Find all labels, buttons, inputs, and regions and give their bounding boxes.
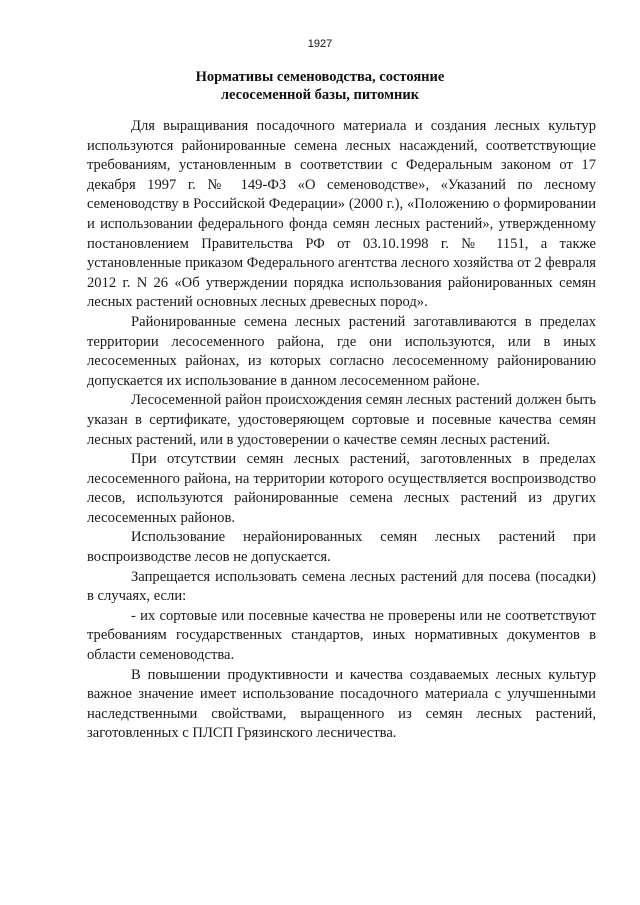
paragraph: Запрещается использовать семена лесных растений для посева (посадки) в случаях, если:	[87, 568, 596, 605]
section-title-line-1: Нормативы семеноводства, состояние	[195, 69, 445, 85]
section-title	[80, 68, 560, 104]
paragraph: При отсутствии семян лесных растений, заготовленных в пределах лесосеменного района, на территории которого осуществляется воспроизводство лесов, используются районированные семена лесных растений из других лесосеменных районов.	[87, 451, 596, 526]
paragraph: В повышении продуктивности и качества создаваемых лесных культур важное значение имеет использование посадочного материала с улучшенными наследственными свойствами, выращенного из семян лесных растений, заготовленных с ПЛСП Грязинского лесничества.	[87, 666, 596, 742]
paragraph: Для выращивания посадочного материала и создания лесных культур используются районированные семена лесных насаждений, соответствующие требованиям, установленным в соответствии с Федеральным законом от 17 декабря 1997 г. № 149-ФЗ «О семеноводстве», «Указаний по лесному семеноводству в Российской Федерации» (2000 г.), «Положению о формировании и использовании федерального фонда семян лесных растений», утвержденному постановлением Правительства РФ от 03.10.1998 г. № 1151, а также установленные приказом Федерального агентства лесного хозяйства от 2 февраля 2012 г. N 26 «Об утверждении порядка использования районированных семян лесных растений основных лесных древесных пород».	[87, 118, 596, 311]
body-text	[87, 117, 596, 744]
paragraph: Районированные семена лесных растений заготавливаются в пределах территории лесосеменного района, где они используются, или в иных лесосеменных районах, из которых согласно лесосеменному районированию допускается их использование в данном лесосеменном районе.	[87, 313, 596, 389]
page-number: 1927	[307, 38, 333, 50]
paragraph: Лесосеменной район происхождения семян лесных растений должен быть указан в сертификате, удостоверяющем сортовые и посевные качества семян лесных растений, или в удостоверении о качестве семян лесных растений.	[87, 392, 596, 448]
section-title-line-2: лесосеменной базы, питомник	[220, 87, 420, 103]
list-item: - их сортовые или посевные качества не проверены или не соответствуют требованиям государственных стандартов, иных нормативных документов в области семеноводства.	[87, 607, 596, 664]
paragraph: Использование нерайонированных семян лесных растений при воспроизводстве лесов не допускается.	[87, 529, 596, 566]
